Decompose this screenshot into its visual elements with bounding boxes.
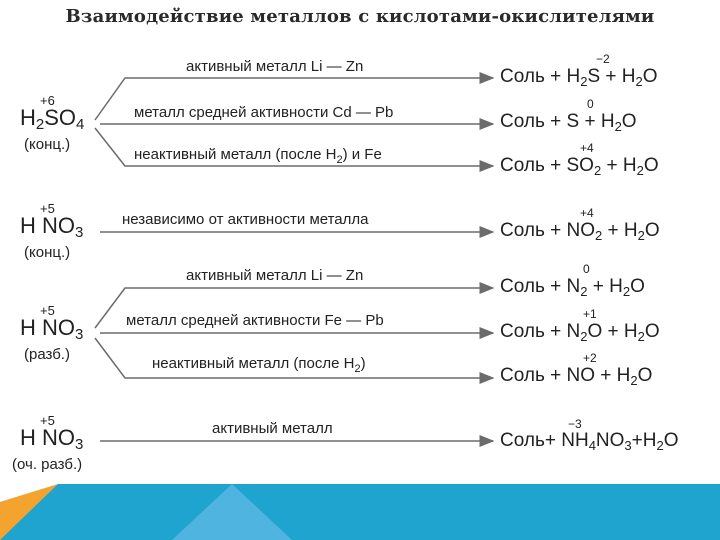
reaction-product: Соль + $NO_2 + H_2O$ xyxy=(500,220,660,243)
product-oxidation-state: 0 xyxy=(583,262,590,276)
reaction-product: Соль+ $NH_4NO_3+H_2O$ xyxy=(500,430,679,453)
reaction-product: Соль + $N_2O + H_2O$ xyxy=(500,321,660,344)
page-title: Взаимодействие металлов с кислотами-окислителями xyxy=(65,6,655,27)
oxidation-state: +6 xyxy=(40,93,55,108)
condition-label: неактивный металл (после $H_2$) и Fe xyxy=(134,146,382,166)
product-oxidation-state: +4 xyxy=(580,141,594,155)
condition-label: активный металл Li — Zn xyxy=(186,58,364,75)
acid-state: (конц.) xyxy=(24,136,71,153)
reaction-product: Соль + $S + H_2O$ xyxy=(500,111,637,134)
acid-state: (оч. разб.) xyxy=(12,456,83,473)
condition-label: металл средней активности Fe — Pb xyxy=(126,312,384,329)
acid-hno3-very-dil xyxy=(12,414,83,473)
acid-state: (конц.) xyxy=(24,244,71,261)
reaction-product: Соль + $H_2S + H_2O$ xyxy=(500,66,658,89)
product-oxidation-state: +2 xyxy=(583,351,597,365)
acid-formula: H $NO_3$ xyxy=(20,213,84,241)
acid-h2so4-conc xyxy=(20,94,84,153)
oxidation-state: +5 xyxy=(40,303,55,318)
footer-decoration xyxy=(0,484,720,540)
acid-formula: $H_2SO_4$ xyxy=(20,105,85,133)
oxidation-state: +5 xyxy=(40,413,55,428)
condition-label: металл средней активности Cd — Pb xyxy=(134,104,394,121)
footer-band xyxy=(0,484,720,540)
product-oxidation-state: −2 xyxy=(596,52,610,66)
reaction-product: Соль + NO + $H_2O$ xyxy=(500,365,653,388)
product-oxidation-state: +1 xyxy=(583,307,597,321)
acid-formula: H $NO_3$ xyxy=(20,315,84,343)
condition-label: активный металл xyxy=(212,420,333,437)
reaction-product: Соль + $SO_2 + H_2O$ xyxy=(500,155,659,178)
oxidation-state: +5 xyxy=(40,201,55,216)
acid-hno3-conc xyxy=(20,202,83,261)
acid-state: (разб.) xyxy=(24,346,70,363)
condition-label: независимо от активности металла xyxy=(122,211,369,228)
acid-formula: H $NO_3$ xyxy=(20,425,84,453)
product-oxidation-state: +4 xyxy=(580,206,594,220)
acid-hno3-dil xyxy=(20,304,83,363)
condition-label: активный металл Li — Zn xyxy=(186,267,364,284)
condition-label: неактивный металл (после $H_2$) xyxy=(152,355,366,375)
product-oxidation-state: −3 xyxy=(568,417,582,431)
reaction-product: Соль + $N_2 + H_2O$ xyxy=(500,276,645,299)
product-oxidation-state: 0 xyxy=(587,97,594,111)
